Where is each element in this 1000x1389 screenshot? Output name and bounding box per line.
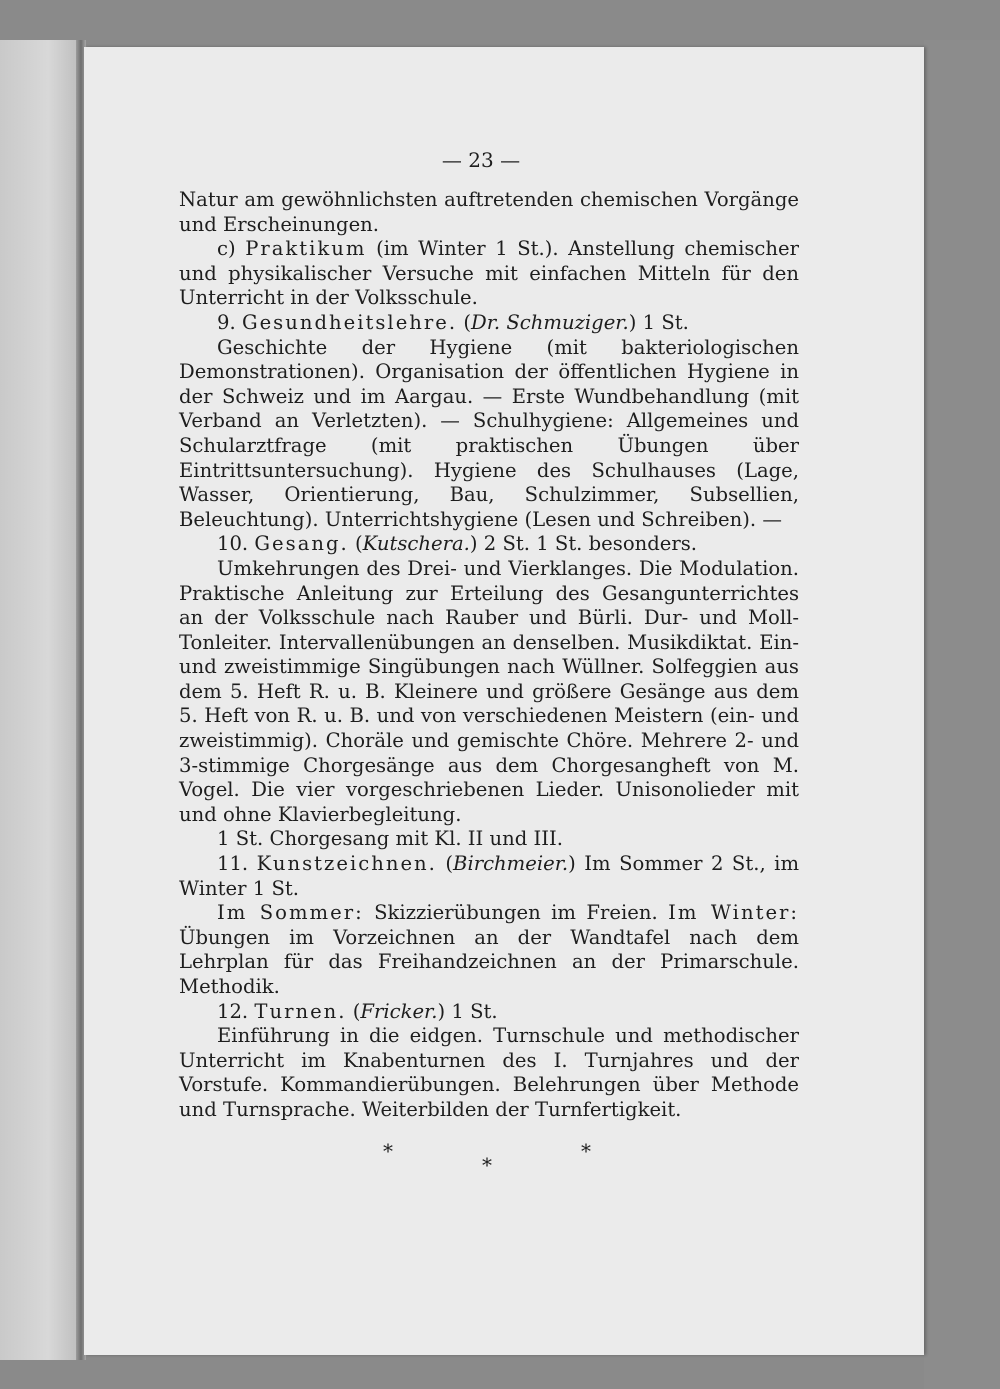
text-run: Übungen im Vorzeichnen an der Wandtafel nach dem Lehrplan für das Freihandzeichnen an der Primarschule. Methodik. [179, 925, 799, 998]
spaced-heading: Turnen. [254, 999, 347, 1023]
divider-star: * [581, 1138, 591, 1163]
text-run: ( [436, 852, 454, 876]
divider-star: * [482, 1152, 492, 1177]
paragraph-p0 [179, 188, 799, 237]
spaced-heading: Gesang. [254, 532, 349, 556]
text-run: ) 1 St. [437, 999, 498, 1023]
paragraph-p10 [179, 1024, 799, 1122]
text-body [179, 188, 799, 1123]
paragraph-p7 [179, 852, 799, 901]
text-run: (im Winter 1 St.). Anstellung chemischer und physikalischer Versuche mit einfachen Mitteln für den Unterricht in der Volksschule. [179, 237, 799, 310]
text-run: ( [346, 999, 361, 1023]
section-divider [179, 1139, 799, 1179]
paragraph-p5 [179, 557, 799, 828]
page-number: — 23 — [441, 148, 521, 172]
scan-background [924, 40, 1000, 1389]
text-run: ( [348, 532, 363, 556]
paragraph-p4 [179, 532, 799, 557]
paragraph-p9 [179, 1000, 799, 1025]
paragraph-p1 [179, 237, 799, 311]
text-run: Natur am gewöhnlichsten auftretenden chemischen Vorgänge und Erscheinungen. [179, 188, 799, 236]
page-content [179, 148, 799, 1179]
text-run: ) 1 St. [628, 310, 689, 334]
text-run: 9. [217, 310, 242, 334]
teacher-name: Birchmeier. [453, 852, 569, 876]
teacher-name: Kutschera. [362, 532, 470, 556]
spaced-heading: Gesundheitslehre. [241, 310, 458, 334]
text-run: Geschichte der Hygiene (mit bakteriologischen Demonstrationen). Organisation der öffentlichen Hygiene in der Schweiz und im Aargau. — Erste Wundbehandlung (mit Verband an Verletzten). — Schulhygiene: Allgemeines und Schularztfrage (mit praktischen Übungen über Eintrittsuntersuchung). Hygiene des Schulhauses (Lage, Wasser, Orientierung, Bau, Schulzimmer, Subsellien, Beleuchtung). Unterrichtshygiene (Lesen und Schreiben). — [179, 335, 799, 531]
spaced-heading: Praktikum [245, 237, 367, 261]
text-run: Einführung in die eidgen. Turnschule und methodischer Unterricht im Knabenturnen des I. Turnjahres und der Vorstufe. Kommandierübungen. Belehrungen über Methode und Turnsprache. Weiterbilden der Turnfertigkeit. [179, 1024, 799, 1121]
text-run: 12. [217, 999, 255, 1023]
divider-star: * [383, 1138, 393, 1163]
text-run: 11. [217, 852, 257, 876]
text-run: c) [217, 237, 246, 261]
paragraph-p3 [179, 336, 799, 533]
teacher-name: Fricker. [360, 999, 438, 1023]
text-run: ) 2 St. 1 St. besonders. [469, 532, 698, 556]
paragraph-p8 [179, 901, 799, 999]
text-run: ( [457, 310, 471, 334]
text-run: 10. [217, 532, 255, 556]
paragraph-p2 [179, 311, 799, 336]
teacher-name: Dr. Schmuziger. [470, 310, 629, 334]
spaced-heading: Kunstzeichnen. [256, 852, 437, 876]
text-run: Umkehrungen des Drei- und Vierklanges. Die Modulation. Praktische Anleitung zur Erteilung des Gesangunterrichtes an der Volksschule nach Rauber und Bürli. Dur- und Moll-Tonleiter. Intervallenübungen an denselben. Musikdiktat. Ein- und zweistimmige Singübungen nach Wüllner. Solfeggien aus dem 5. Heft R. u. B. Kleinere und größere Gesänge aus dem 5. Heft von R. u. B. und von verschiedenen Meistern (ein- und zweistimmig). Choräle und gemischte Chöre. Mehrere 2- und 3-stimmige Chorgesänge aus dem Chorgesangheft von M. Vogel. Die vier vorgeschriebenen Lieder. Unisonolieder mit und ohne Klavierbegleitung. [179, 556, 799, 826]
text-run: Skizzierübungen im Freien. [363, 901, 669, 925]
text-run: ) Im Sommer 2 St., im Winter 1 St. [179, 852, 800, 900]
paragraph-p6 [179, 827, 799, 852]
spaced-heading: Im Sommer: [217, 901, 364, 925]
spaced-heading: Im Winter: [668, 901, 800, 925]
text-run: 1 St. Chorgesang mit Kl. II und III. [217, 827, 563, 851]
left-page-edge [0, 40, 80, 1360]
